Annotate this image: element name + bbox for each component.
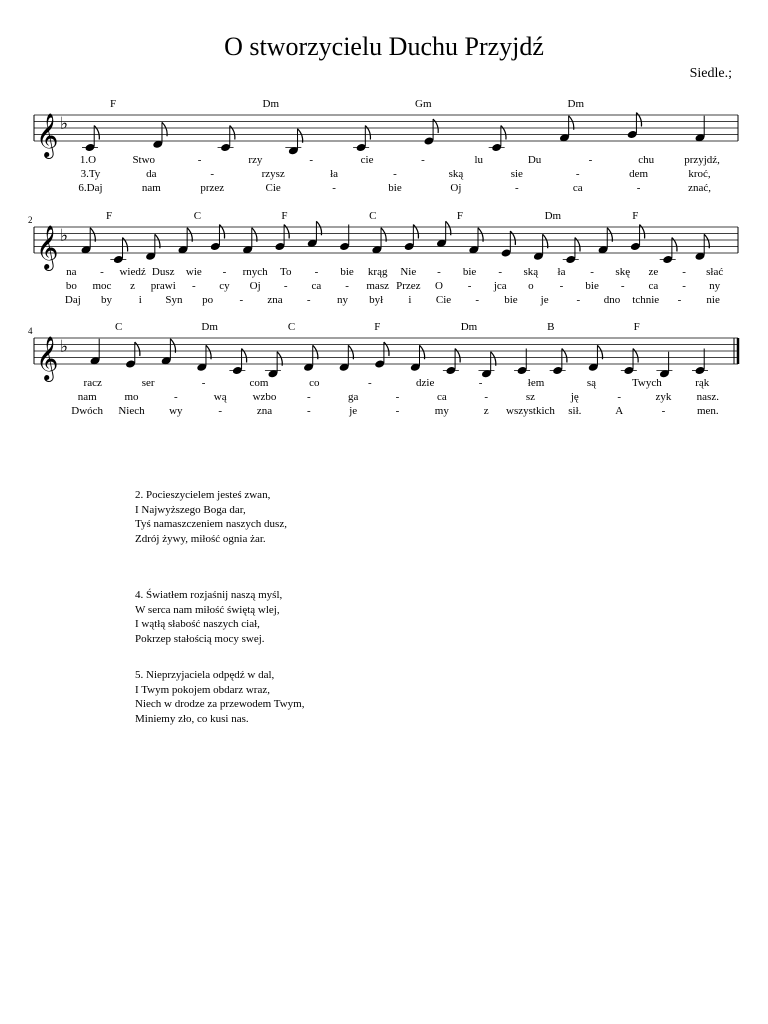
lyric-syllable: 1.O (79, 154, 97, 166)
lyric-syllable: rzysz (261, 168, 285, 180)
lyric-syllable: - (283, 280, 288, 292)
lyric-syllable: dzie (416, 377, 435, 389)
lyric-syllable: sił. (568, 405, 582, 417)
lyric-syllable: To (280, 266, 292, 278)
page-title: O stworzycielu Duchu Przyjdź (224, 32, 544, 61)
measure-number: 2 (28, 215, 33, 225)
lyric-syllable: - (636, 182, 641, 194)
verse-line: Zdrój żywy, miłość ognia żar. (135, 532, 266, 545)
chord-symbol: Dm (567, 98, 584, 110)
lyric-syllable: - (306, 405, 311, 417)
chord-symbol: Dm (262, 98, 279, 110)
verse-2 (135, 488, 304, 546)
lyric-syllable: wie (185, 266, 202, 278)
lyric-syllable: są (586, 377, 597, 389)
verse-line: W serca nam miłość świętą wlej, (135, 603, 280, 616)
lyric-syllable: skę (615, 266, 631, 278)
lyric-syllable: nam (77, 391, 97, 403)
lyric-syllable: - (239, 294, 244, 306)
verse-line: 4. Światłem rozjaśnij naszą myśl, (135, 589, 283, 601)
lyric-syllable: A (615, 405, 624, 417)
verse-line: 2. Pocieszycielem jesteś zwan, (135, 489, 271, 501)
lyric-syllable: - (514, 182, 519, 194)
lyric-syllable: - (210, 168, 215, 180)
lyric-syllable: łem (527, 377, 545, 389)
lyric-syllable: sie (510, 168, 523, 180)
verse-line: I wątłą słabość naszych ciał, (135, 618, 260, 630)
lyric-syllable: i (138, 294, 142, 306)
lyric-syllable: - (197, 154, 202, 166)
verse-line: Miniemy zło, co kusi nas. (135, 712, 249, 725)
lyric-syllable: da (146, 168, 157, 180)
lyric-syllable: i (408, 294, 412, 306)
lyric-syllable: ny (709, 280, 721, 292)
lyric-syllable: 3.Ty (80, 168, 101, 180)
lyric-syllable: O (434, 280, 443, 292)
lyric-syllable: po (202, 294, 214, 306)
verse-line: Tyś namaszczeniem naszych dusz, (135, 518, 287, 530)
lyric-syllable: słać (706, 266, 724, 278)
lyric-syllable: - (306, 294, 311, 306)
lyric-syllable: - (682, 280, 686, 292)
lyric-syllable: bie (462, 266, 477, 278)
lyric-syllable: przyjdź, (684, 154, 720, 166)
lyric-syllable: - (173, 391, 178, 403)
lyric-syllable: ca (311, 280, 322, 292)
lyric-syllable: ję (570, 391, 579, 403)
lyric-syllable: prawi (150, 280, 176, 292)
chord-symbol: Dm (544, 210, 562, 222)
lyric-syllable: - (314, 266, 319, 278)
lyric-syllable: ze (648, 266, 659, 278)
lyric-syllable: bie (388, 182, 402, 194)
lyric-syllable: jca (493, 280, 507, 292)
lyric-syllable: Daj (64, 294, 81, 306)
lyric-syllable: ga (347, 391, 359, 403)
lyric-syllable: - (100, 266, 104, 278)
lyric-syllable: Dwóch (71, 405, 104, 417)
lyric-syllable: - (395, 405, 400, 417)
lyric-syllable: moc (92, 280, 112, 292)
lyric-syllable: ską (448, 168, 464, 180)
lyric-syllable: zyk (655, 391, 672, 403)
lyric-syllable: je (349, 405, 358, 417)
lyric-syllable: tchnie (632, 294, 660, 306)
lyric-syllable: my (434, 405, 449, 417)
lyric-syllable: dno (603, 294, 621, 306)
lyric-syllable: 6.Daj (78, 182, 103, 194)
lyric-syllable: - (467, 280, 472, 292)
lyric-syllable: znać, (688, 182, 711, 194)
lyric-syllable: - (478, 377, 483, 389)
lyric-syllable: o (528, 280, 534, 292)
verse-line: I Najwyższego Boga dar, (135, 503, 246, 516)
chord-symbol: F (374, 321, 381, 333)
lyric-syllable: z (483, 405, 489, 417)
lyric-syllable: Du (527, 154, 542, 166)
lyric-syllable: rąk (695, 377, 710, 389)
treble-clef-icon: 𝄞 (36, 115, 59, 157)
lyric-syllable: Twych (631, 377, 662, 389)
lyric-syllable: masz (366, 280, 389, 292)
lyric-syllable: wą (213, 391, 227, 403)
verse-line: I Twym pokojem obdarz wraz, (135, 683, 270, 696)
lyric-syllable: - (559, 280, 564, 292)
chord-symbol: F (106, 210, 113, 222)
lyric-syllable: - (306, 391, 311, 403)
lyric-syllable: Cie (435, 294, 452, 306)
verse-5 (135, 668, 304, 726)
lyric-syllable: ła (557, 266, 566, 278)
lyric-syllable: - (421, 154, 425, 166)
treble-clef-icon: 𝄞 (36, 227, 59, 269)
lyric-syllable: bie (585, 280, 599, 292)
lyric-syllable: - (345, 280, 349, 292)
chord-symbol: Gm (415, 98, 432, 110)
lyric-syllable: ła (330, 168, 339, 180)
lyric-syllable: Stwo (132, 154, 156, 166)
lyric-syllable: - (475, 294, 480, 306)
lyric-syllable: - (437, 266, 441, 278)
lyric-syllable: cie (360, 154, 374, 166)
chord-symbol: F (456, 210, 463, 222)
lyric-syllable: Nie (400, 266, 417, 278)
lyric-syllable: - (395, 391, 400, 403)
lyric-syllable: - (620, 280, 625, 292)
chord-symbol: Dm (201, 321, 218, 333)
lyric-syllable: kroć, (688, 168, 711, 180)
verse-4 (135, 588, 304, 646)
lyric-syllable: co (309, 377, 320, 389)
lyric-syllable: rnych (242, 266, 268, 278)
lyric-syllable: - (682, 266, 686, 278)
measure-number: 4 (28, 326, 33, 336)
lyric-syllable: je (540, 294, 549, 306)
lyric-syllable: bo (65, 280, 77, 292)
lyric-syllable: nie (706, 294, 720, 306)
lyric-syllable: dem (629, 168, 649, 180)
lyric-syllable: zna (256, 405, 273, 417)
lyric-syllable: com (249, 377, 269, 389)
lyric-syllable: ską (523, 266, 539, 278)
lyric-syllable: nasz. (696, 391, 719, 403)
lyric-syllable: bie (340, 266, 354, 278)
chord-symbol: Dm (460, 321, 478, 333)
chord-symbol: C (369, 210, 377, 222)
composer-credit: Siedle.; (689, 66, 732, 81)
chord-symbol: C (287, 321, 296, 333)
lyric-syllable: rzy (248, 154, 263, 166)
lyric-syllable: - (575, 168, 580, 180)
lyric-syllable: ser (141, 377, 155, 389)
lyric-syllable: Oj (249, 280, 261, 292)
sheet-music-score (0, 0, 768, 480)
chord-symbol: F (281, 210, 288, 222)
lyric-syllable: by (101, 294, 113, 306)
lyric-syllable: - (677, 294, 682, 306)
flat-key-signature-icon: ♭ (60, 336, 69, 356)
lyric-syllable: - (588, 154, 593, 166)
lyric-syllable: Dusz (151, 266, 175, 278)
lyric-syllable: - (617, 391, 622, 403)
lyric-syllable: racz (83, 377, 102, 389)
lyric-syllable: cy (219, 280, 230, 292)
chord-symbol: F (110, 98, 117, 110)
lyric-syllable: bie (504, 294, 518, 306)
lyric-syllable: nam (141, 182, 161, 194)
lyric-syllable: - (498, 266, 503, 278)
lyric-syllable: Niech (118, 405, 145, 417)
lyric-syllable: - (201, 377, 206, 389)
lyric-syllable: - (367, 377, 372, 389)
lyric-syllable: Przez (396, 280, 421, 292)
lyric-syllable: wzbo (252, 391, 277, 403)
lyric-syllable: - (661, 405, 666, 417)
lyric-syllable: ca (572, 182, 583, 194)
lyric-syllable: wy (169, 405, 183, 417)
lyric-syllable: lu (474, 154, 484, 166)
chord-symbol: C (115, 321, 123, 333)
lyric-syllable: ca (436, 391, 447, 403)
lyric-syllable: na (66, 266, 77, 278)
lyric-syllable: krąg (367, 266, 388, 278)
lyric-syllable: Syn (165, 294, 183, 306)
lyric-syllable: ca (648, 280, 659, 292)
lyric-syllable: men. (696, 405, 719, 417)
lyric-syllable: wiedź (119, 266, 146, 278)
lyric-syllable: - (309, 154, 314, 166)
lyric-syllable: - (218, 405, 223, 417)
lyric-syllable: z (130, 280, 136, 292)
lyric-syllable: zna (267, 294, 283, 306)
lyric-syllable: - (192, 280, 196, 292)
additional-verses (135, 488, 304, 768)
treble-clef-icon: 𝄞 (36, 338, 59, 380)
lyric-syllable: - (484, 391, 489, 403)
verse-line: 5. Nieprzyjaciela odpędź w dal, (135, 669, 275, 681)
flat-key-signature-icon: ♭ (60, 225, 69, 245)
lyric-syllable: chu (638, 154, 655, 166)
lyric-syllable: mo (124, 391, 139, 403)
lyric-syllable: - (393, 168, 397, 180)
lyric-syllable: Cie (265, 182, 281, 194)
chord-symbol: C (193, 210, 202, 222)
lyric-syllable: - (576, 294, 581, 306)
chord-symbol: B (547, 321, 555, 333)
lyric-syllable: - (590, 266, 594, 278)
lyric-syllable: - (222, 266, 227, 278)
chord-symbol: F (633, 321, 640, 333)
flat-key-signature-icon: ♭ (60, 113, 69, 133)
lyric-syllable: był (369, 294, 384, 306)
verse-line: Niech w drodze za przewodem Twym, (135, 698, 305, 710)
lyric-syllable: ny (336, 294, 348, 306)
lyric-syllable: sz (525, 391, 536, 403)
lyric-syllable: przez (200, 182, 225, 194)
verse-line: Pokrzep stałością mocy swej. (135, 632, 265, 645)
chord-symbol: F (632, 210, 639, 222)
lyric-syllable: wszystkich (506, 405, 555, 417)
lyric-syllable: Oj (450, 182, 462, 194)
lyric-syllable: - (332, 182, 336, 194)
